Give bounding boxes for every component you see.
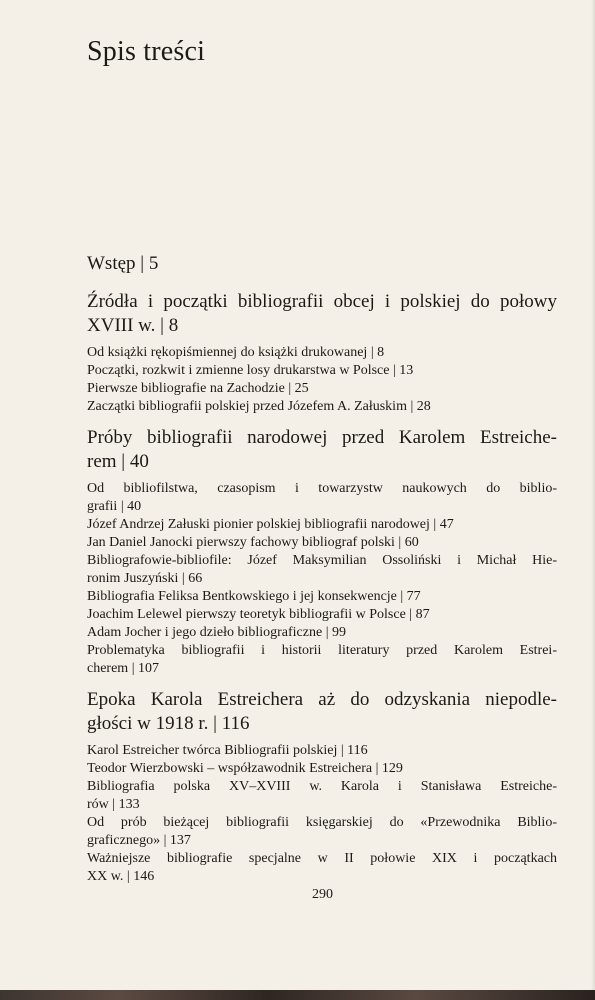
toc-heading-line: Epoka Karola Estreichera aż do odzyskania niepodle- <box>87 689 557 710</box>
toc-section-intro <box>87 252 557 276</box>
toc-entry: Karol Estreicher twórca Bibliografii polskiej | 116 <box>87 743 368 758</box>
toc-entry: Adam Jocher i jego dzieło bibliograficzne | 99 <box>87 625 346 640</box>
toc-entry: grafii | 40 <box>87 499 142 514</box>
page-title: Spis treści <box>87 36 206 67</box>
toc-entry: Bibliografia polska XV–XVIII w. Karola i Stanisława Estreiche- <box>87 779 557 794</box>
bottom-edge-strip <box>0 990 595 1000</box>
toc-section-3 <box>87 688 557 886</box>
toc-entry: Problematyka bibliografii i historii literatury przed Karolem Estrei- <box>87 643 557 658</box>
toc-heading-intro: Wstęp | 5 <box>87 253 159 274</box>
toc-heading-line: Źródła i początki bibliografii obcej i polskiej do połowy <box>87 291 557 312</box>
toc-entry: Od bibliofilstwa, czasopism i towarzystw naukowych do biblio- <box>87 481 557 496</box>
toc-entry: ronim Juszyński | 66 <box>87 571 203 586</box>
toc-entry: Bibliografowie-bibliofile: Józef Maksymilian Ossoliński i Michał Hie- <box>87 553 557 568</box>
section-gap <box>87 276 557 290</box>
toc-entry: Ważniejsze bibliografie specjalne w II połowie XIX i początkach <box>87 851 557 866</box>
toc-entry: Jan Daniel Janocki pierwszy fachowy bibliograf polski | 60 <box>87 535 419 550</box>
toc-entry: cherem | 107 <box>87 661 159 676</box>
toc-entry: Od prób bieżącej bibliografii księgarskiej do «Przewodnika Biblio- <box>87 815 557 830</box>
toc-entry: Teodor Wierzbowski – współzawodnik Estreichera | 129 <box>87 761 403 776</box>
toc-entry: Józef Andrzej Załuski pionier polskiej bibliografii narodowej | 47 <box>87 517 454 532</box>
section-gap <box>87 416 557 426</box>
toc-entry: Pierwsze bibliografie na Zachodzie | 25 <box>87 381 309 396</box>
toc-heading-line: Próby bibliografii narodowej przed Karolem Estreiche- <box>87 427 557 448</box>
toc-section-2 <box>87 426 557 678</box>
toc-entry: Od książki rękopiśmiennej do książki drukowanej | 8 <box>87 345 385 360</box>
section-gap <box>87 678 557 688</box>
toc-entry: Joachim Lelewel pierwszy teoretyk bibliografii w Polsce | 87 <box>87 607 430 622</box>
toc-entry: Zaczątki bibliografii polskiej przed Józefem A. Załuskim | 28 <box>87 399 431 414</box>
toc-heading-line: głości w 1918 r. | 116 <box>87 713 250 734</box>
toc-entry: graficznego» | 137 <box>87 833 191 848</box>
toc-heading-line: rem | 40 <box>87 451 149 472</box>
toc-entry: XX w. | 146 <box>87 869 155 884</box>
table-of-contents <box>87 252 557 886</box>
page-edge-shadow <box>591 0 595 1000</box>
toc-entry: rów | 133 <box>87 797 140 812</box>
toc-entry: Początki, rozkwit i zmienne losy drukarstwa w Polsce | 13 <box>87 363 414 378</box>
page-number: 290 <box>312 887 333 902</box>
toc-entry: Bibliografia Feliksa Bentkowskiego i jej konsekwencje | 77 <box>87 589 421 604</box>
toc-heading-line: XVIII w. | 8 <box>87 315 179 336</box>
toc-section-1 <box>87 290 557 416</box>
